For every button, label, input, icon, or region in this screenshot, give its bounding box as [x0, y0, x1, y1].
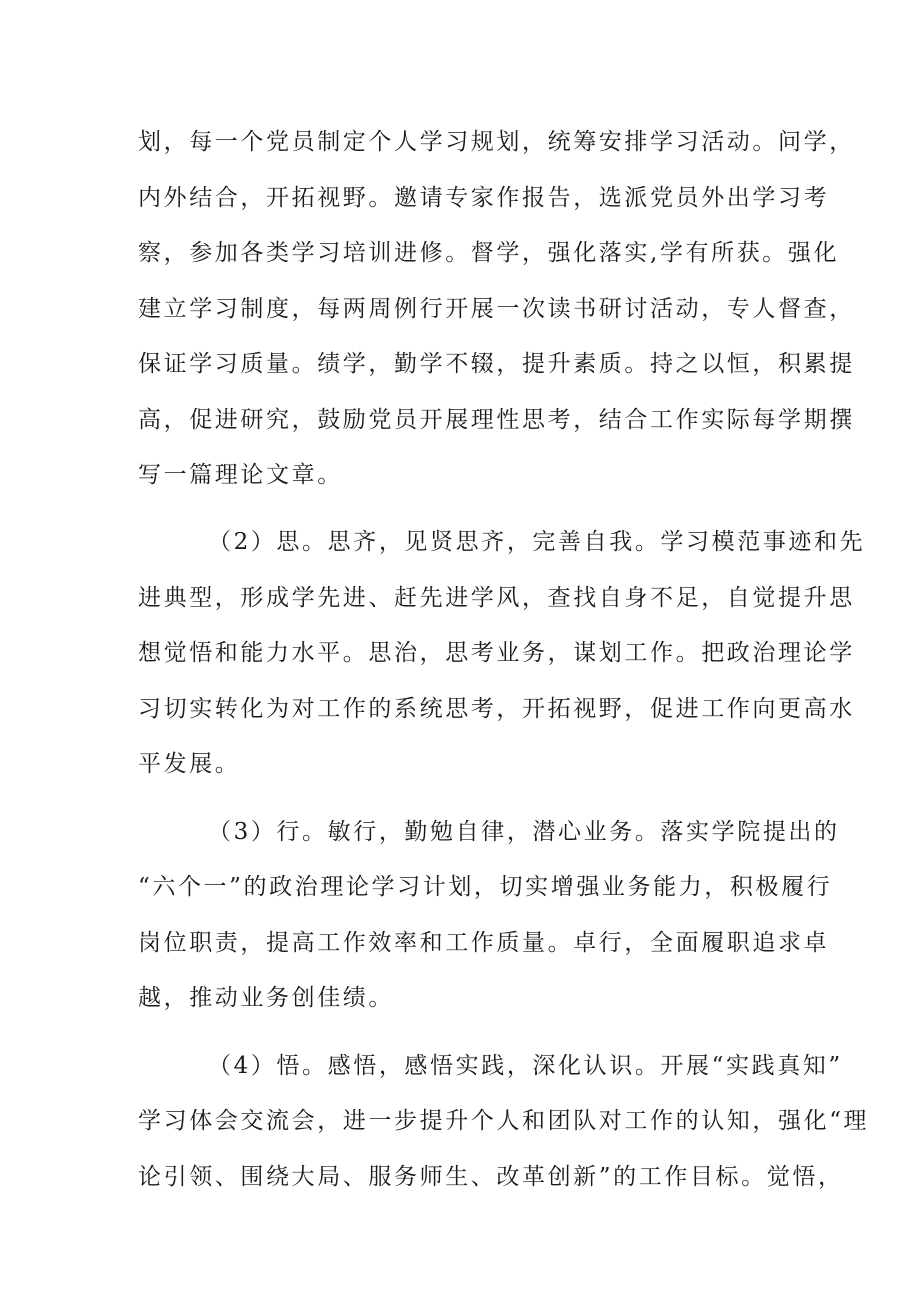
paragraph-4-line-2: 学习体会交流会，进一步提升个人和团队对工作的认知，强化“理	[138, 1108, 870, 1134]
paragraph-1-line-5: 保证学习质量。绩学，勤学不辍，提升素质。持之以恒，积累提	[138, 351, 855, 377]
paragraph-1-line-6: 高，促进研究，鼓励党员开展理性思考，结合工作实际每学期撰	[138, 407, 855, 433]
paragraph-3-line-3: 岗位职责，提高工作效率和工作质量。卓行，全面履职追求卓	[138, 930, 830, 956]
paragraph-3-line-1: （3）行。敏行，勤勉自律，潜心业务。落实学院提出的	[208, 819, 840, 845]
paragraph-1-line-3: 察，参加各类学习培训进修。督学，强化落实,学有所获。强化	[138, 240, 840, 266]
paragraph-3-line-4: 越，推动业务创佳绩。	[138, 985, 394, 1011]
paragraph-1-line-1: 划，每一个党员制定个人学习规划，统筹安排学习活动。问学，	[138, 129, 855, 155]
paragraph-2-line-1: （2）思。思齐，见贤思齐，完善自我。学习模范事迹和先	[208, 529, 866, 555]
paragraph-2-line-2: 进典型，形成学先进、赶先进学风，查找自身不足，自觉提升思	[138, 585, 855, 611]
paragraph-4-line-1: （4）悟。感悟，感悟实践，深化认识。开展“实践真知”	[208, 1053, 843, 1079]
paragraph-2-line-3: 想觉悟和能力水平。思治，思考业务，谋划工作。把政治理论学	[138, 640, 855, 666]
paragraph-3-line-2: “六个一”的政治理论学习计划，切实增强业务能力，积极履行	[138, 874, 833, 900]
paragraph-1-line-4: 建立学习制度，每两周例行开展一次读书研讨活动，专人督查，	[138, 296, 855, 322]
paragraph-1-line-7: 写一篇理论文章。	[138, 462, 343, 488]
paragraph-1-line-2: 内外结合，开拓视野。邀请专家作报告，选派党员外出学习考	[138, 185, 830, 211]
paragraph-4-line-3: 论引领、围绕大局、服务师生、改革创新”的工作目标。觉悟，	[138, 1164, 844, 1190]
paragraph-2-line-4: 习切实转化为对工作的系统思考，开拓视野，促进工作向更高水	[138, 696, 855, 722]
paragraph-2-line-5: 平发展。	[138, 751, 241, 777]
